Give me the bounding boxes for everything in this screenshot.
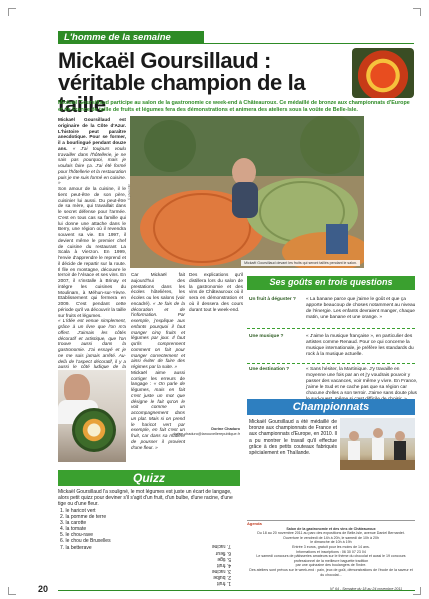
agenda-tag: Agenda [247,521,262,526]
quiz-answer: 4. fruit [217,561,231,568]
title-line-1: Mickaël Goursillaud : [58,48,271,73]
lede-text: Mickaël Goursillaud est originaire de la Côte d'Azur. L'histoire peut paraître anecdotique. Pour se former, il a bourlingué pendant douze ans. [58,117,126,151]
agenda-box [247,522,415,577]
quiz-item: 2. la pomme de terre [60,514,107,521]
quiz-item: 4. la tomate [60,526,87,533]
agenda-line: par une quinzaine des boulangers de l'Indre. [295,563,367,568]
quote-text: « Je fais de la décoration et de l'information. Par exemple, j'explique aux enfants pourquoi il faut manger cinq fruits et légumes par jour. Il faut qu'ils comprennent comment on fait pour manger correctement et ainsi éviter de faire des régimes par la suite. » [131,300,185,369]
quiz-list [60,508,111,551]
quiz-answer: 3. racine [211,567,231,574]
section-rubric: L'homme de la semaine [58,31,204,44]
quiz-answer: 5. tige [217,555,231,562]
podium-photo [340,418,415,470]
quiz-item: 7. la betterave [60,544,92,551]
quote-text: « J'ai toujours voulu travailler dans l'hôtellerie, je ne sais pas pourquoi, mais je voulais faire ça. J'ai été formé pour l'hôtellerie et la restauration puis je me suis formé en cuisine. » [58,145,126,186]
page-number: 20 [38,584,49,594]
quiz-item: 6. le chou de Bruxelles [60,538,111,545]
quiz-heading: Quizz [58,470,240,486]
pumpkin-photo [130,116,364,268]
crop-mark [413,587,421,595]
byline-email[interactable]: dorine.chaduro@lanouvellerepublique.fr [172,432,240,436]
agenda-rule [247,520,415,521]
quiz-answer: 7. racine [211,543,231,550]
divider [247,328,415,329]
answer-fruit: « La banane parce que j'aime le goût et que ça apporte beaucoup de choses notamment au niveau de l'énergie. Les enfants devraient manger, chaque matin, une banane et une orange. » [306,297,416,320]
crop-mark [8,8,16,16]
agenda-line: Le samedi concours de pâtisseries amateurs sur le thème du chocolat et aussi le 19 concours professionnel de la meilleure baguette tradition [256,554,406,563]
rubric-rule [204,43,414,44]
quote-paragraph: « L'idée est venue simplement, grâce à un livre que l'on m'a offert. J'aimais les côtés décoratif et artistique, que l'on trouve aussi dans la gastronomie. J'ai essayé et je ne me suis jamais arrêté. Au-delà de l'aspect décoratif, il y a aussi le côté ludique de la [58,318,126,370]
title-line-2: véritable champion de la taille [58,70,306,117]
byline-author: Dorine Chaduro [211,427,240,431]
carved-melon [72,408,116,452]
paragraph: Son amour de la cuisine, il le tient peut-être de son père, cuisinier lui aussi. Du peut-être de sa mère, qui travaillait dans le secret défense pour l'armée. C'est en tous cas sa famille qui lui donne une attache dans le Berry, une région où il revendra souvent sa vie. En 1997, il devient même le premier chef de cuisine du restaurant La Scala à Vierzon. En 1999, l'envie d'apprendre le reprend et il décide de repartir sur la route. Il file en montagne, découvre le terroir de l'Alsace et ses vins. En 2007, il s'installe à Brinay et intègre les cuisines du Moulinam, à Méhun-sur-Yèvre. Etablissement qui fermera en 2009. C'est pendant cette période qu'il va découvrir la taille sur fruits et légumes. [58,186,126,318]
quiz-item: 1. le haricot vert [60,508,96,514]
quiz-answer: 2. bulbe [213,573,231,580]
crop-mark [8,587,16,595]
quiz-item: 5. le chou-rave [60,532,94,539]
agenda-line: Entrée 3 euros, gratuit pour les moins de 14 ans. [292,544,370,549]
paragraph [131,272,185,370]
championships-text: Mickaël Goursillaud a été médaillé de bronze aux championnats de France et aux championnats d'Europe, en 2010. Il a pu montrer le travail qu'il effectue grâce à des petits couteaux fabriqués spécialement en Thaïlande. [249,419,337,457]
plain-text: Car Mickaël fait aujourd'hui des prestations dans les écoles hôtelières, les écoles ou les salons (voir encadré). [131,272,185,306]
article-column-2 [131,272,185,450]
agenda-line: Du 18 au 20 novembre 2011 au parc des expositions de Belle-Isle, avenue Daniel Bernardet. [257,531,405,536]
agenda-line: Ouverture le vendredi de 14h à 20h, le samedi de 10h à 20h [283,535,379,540]
pumpkin-illustration [130,116,364,268]
agenda-line: Informations et inscriptions : 06 30 07 23 04 [296,549,366,554]
crop-mark [413,8,421,16]
paragraph: Des explications qu'il distillera lors du salon de la gastronomie et des vins de Châteauroux où il sera en démonstration et où il dessera des cours durant tout le week-end. [189,272,243,312]
photo-caption: Mickaël Goursillaud devant les fruits qui seront taillés pendant le salon. [241,260,360,266]
agenda-line: Des ateliers sont prévus sur le week-end : pain, jeux de goût, démonstrations de l'école de la saveur et du chocolat... [249,567,413,577]
byline [150,427,240,437]
article-column-1 [58,117,126,376]
answer-music: « J'aime la musique française », en particulier des artistes comme Renaud. Pour ce qui concerne la musique internationale, je préfère les standards du rock à la musique actuelle. [306,334,414,357]
divider [247,363,415,364]
quiz-answers-upside-down [175,506,231,586]
quiz-intro: Mickaël Goursillaud l'a souligné, le mot légumes est juste un écart de langage, alors petit quizz pour deviner s'il s'agit d'un fruit, d'un bulbe, d'une racine, d'une tige ou d'une fleur. [58,489,233,508]
quiz-answer: 1. fruit [217,580,231,586]
agenda-title: Salon de la gastronomie et des vins de Châteauroux [286,526,376,531]
answer-destination: « Sans hésiter, la Martinique. J'y travaille en moyenne une fois par an et j'y voudrais pouvoir y passer des vacances, voir même y vivre. En France, j'aime le Sud et ne cache pas que sa région car chacune d'elles a son terroir. J'aime sans doute plus [306,367,418,396]
article-lead: Mickaël Goursillaud participe au salon de la gastronomie ce week-end à Châteauroux. Ce médaillé de bronze aux championnats d'Europe et de France de taille de fruits et légumes fera des démonstrations et animera des ateliers sous la voûte de Belle-Isle. [58,100,410,113]
quiz-answer: 6. fleur [215,549,231,556]
championships-heading: Championnats [247,399,415,415]
paragraph [58,117,126,186]
chef-with-melon-photo [58,370,126,462]
tastes-heading: Ses goûts en trois questions [247,276,415,290]
question-music: Une musique ? [249,334,284,339]
agenda-line: le dimanche de 10h à 19h [310,540,352,545]
carved-fruit-photo [352,48,414,98]
issue-info: N° 64 - Semaine du 18 au 24 novembre 2011 [330,587,403,591]
quiz-item: 3. la carotte [60,520,87,527]
quote-text: « On parle de légumes, mais en fait c'est juste un mot que désigne le fait qu'on le voit comme un accompagnement dans un plat. Mais si on prend le haricot vert par exemple, en fait c'est un fruit, car dans sa matière de pousser il provient d'une fleur. » [131,381,186,450]
question-fruit: Un fruit à déguster ? [249,297,296,302]
podium-illustration [340,418,415,470]
plain-text: Mickaël aime aussi corriger les erreurs de langage : [131,369,185,387]
question-destination: Une destination ? [249,367,290,372]
article-column-3 [189,272,243,312]
paragraph [131,370,185,451]
photo-credit: © photo NR [127,184,131,200]
